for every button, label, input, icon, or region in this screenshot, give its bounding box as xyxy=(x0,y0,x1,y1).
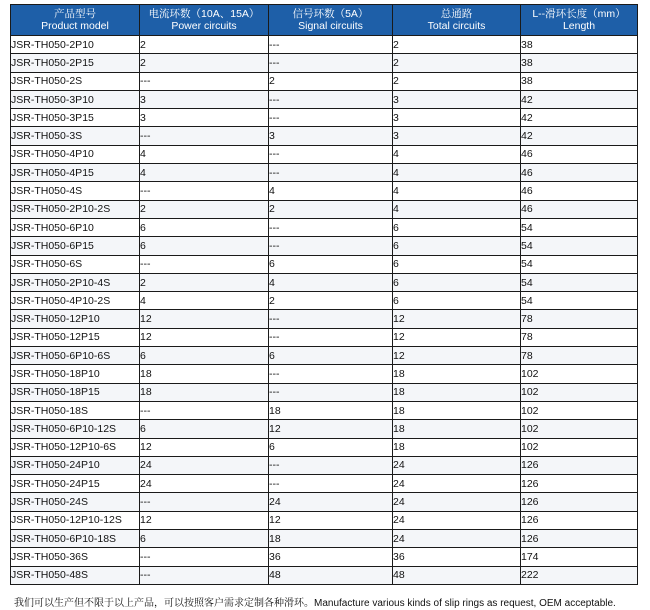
cell-power-circuits: 24 xyxy=(140,475,269,493)
cell-product-model: JSR-TH050-18P15 xyxy=(11,383,140,401)
header-en-label: Product model xyxy=(41,20,109,32)
cell-power-circuits: 24 xyxy=(140,456,269,474)
cell-product-model: JSR-TH050-6S xyxy=(11,255,140,273)
cell-signal-circuits: --- xyxy=(269,54,393,72)
cell-length: 126 xyxy=(521,475,638,493)
footer-note: 我们可以生产但不限于以上产品，可以按照客户需求定制各种滑环。Manufacture various kinds of slip rings as request, OEM acceptable. xyxy=(14,598,616,609)
cell-product-model: JSR-TH050-12P10 xyxy=(11,310,140,328)
table-row xyxy=(11,237,638,255)
header-total-circuits xyxy=(393,5,521,36)
cell-power-circuits: --- xyxy=(140,493,269,511)
cell-product-model: JSR-TH050-6P10-6S xyxy=(11,347,140,365)
cell-power-circuits: 4 xyxy=(140,164,269,182)
cell-signal-circuits: --- xyxy=(269,328,393,346)
cell-signal-circuits: --- xyxy=(269,109,393,127)
cell-total-circuits: 6 xyxy=(393,218,521,236)
cell-product-model: JSR-TH050-24P10 xyxy=(11,456,140,474)
cell-total-circuits: 4 xyxy=(393,200,521,218)
cell-total-circuits: 18 xyxy=(393,420,521,438)
header-zh-label: 电流环数（10A、15A） xyxy=(148,8,260,20)
cell-total-circuits: 6 xyxy=(393,237,521,255)
cell-power-circuits: 4 xyxy=(140,145,269,163)
table-row xyxy=(11,401,638,419)
cell-power-circuits: 3 xyxy=(140,109,269,127)
cell-product-model: JSR-TH050-36S xyxy=(11,548,140,566)
table-row xyxy=(11,310,638,328)
cell-signal-circuits: 2 xyxy=(269,200,393,218)
cell-product-model: JSR-TH050-12P15 xyxy=(11,328,140,346)
cell-signal-circuits: 48 xyxy=(269,566,393,584)
cell-length: 42 xyxy=(521,109,638,127)
cell-length: 174 xyxy=(521,548,638,566)
header-zh-label: 信号环数（5A） xyxy=(292,8,369,20)
cell-total-circuits: 2 xyxy=(393,36,521,54)
cell-product-model: JSR-TH050-3P15 xyxy=(11,109,140,127)
cell-length: 102 xyxy=(521,420,638,438)
cell-total-circuits: 4 xyxy=(393,182,521,200)
cell-power-circuits: 2 xyxy=(140,54,269,72)
cell-product-model: JSR-TH050-12P10-6S xyxy=(11,438,140,456)
cell-length: 126 xyxy=(521,493,638,511)
cell-length: 46 xyxy=(521,164,638,182)
cell-total-circuits: 6 xyxy=(393,255,521,273)
cell-length: 126 xyxy=(521,530,638,548)
table-row xyxy=(11,164,638,182)
cell-total-circuits: 12 xyxy=(393,328,521,346)
table-row xyxy=(11,109,638,127)
cell-product-model: JSR-TH050-6P15 xyxy=(11,237,140,255)
cell-product-model: JSR-TH050-4P10-2S xyxy=(11,292,140,310)
cell-signal-circuits: --- xyxy=(269,164,393,182)
cell-signal-circuits: --- xyxy=(269,383,393,401)
cell-length: 54 xyxy=(521,292,638,310)
header-zh-label: 产品型号 xyxy=(54,8,96,20)
cell-power-circuits: 2 xyxy=(140,36,269,54)
cell-total-circuits: 12 xyxy=(393,347,521,365)
cell-signal-circuits: 4 xyxy=(269,182,393,200)
cell-power-circuits: 12 xyxy=(140,511,269,529)
cell-signal-circuits: 18 xyxy=(269,530,393,548)
cell-total-circuits: 24 xyxy=(393,456,521,474)
cell-product-model: JSR-TH050-2S xyxy=(11,72,140,90)
cell-length: 42 xyxy=(521,127,638,145)
cell-product-model: JSR-TH050-2P10-2S xyxy=(11,200,140,218)
cell-total-circuits: 18 xyxy=(393,401,521,419)
cell-total-circuits: 4 xyxy=(393,164,521,182)
cell-power-circuits: 6 xyxy=(140,530,269,548)
cell-total-circuits: 48 xyxy=(393,566,521,584)
cell-length: 102 xyxy=(521,401,638,419)
cell-power-circuits: 2 xyxy=(140,273,269,291)
cell-power-circuits: 2 xyxy=(140,200,269,218)
cell-power-circuits: 12 xyxy=(140,310,269,328)
cell-product-model: JSR-TH050-18P10 xyxy=(11,365,140,383)
cell-length: 46 xyxy=(521,200,638,218)
cell-total-circuits: 24 xyxy=(393,493,521,511)
table-row xyxy=(11,347,638,365)
cell-power-circuits: --- xyxy=(140,182,269,200)
cell-signal-circuits: 6 xyxy=(269,255,393,273)
cell-total-circuits: 3 xyxy=(393,90,521,108)
cell-signal-circuits: --- xyxy=(269,475,393,493)
cell-product-model: JSR-TH050-24P15 xyxy=(11,475,140,493)
cell-signal-circuits: 12 xyxy=(269,420,393,438)
table-row xyxy=(11,438,638,456)
header-signal-circuits xyxy=(269,5,393,36)
cell-product-model: JSR-TH050-6P10 xyxy=(11,218,140,236)
cell-total-circuits: 4 xyxy=(393,145,521,163)
cell-total-circuits: 18 xyxy=(393,383,521,401)
cell-product-model: JSR-TH050-48S xyxy=(11,566,140,584)
cell-signal-circuits: 3 xyxy=(269,127,393,145)
cell-length: 78 xyxy=(521,328,638,346)
cell-power-circuits: --- xyxy=(140,548,269,566)
cell-power-circuits: --- xyxy=(140,255,269,273)
cell-signal-circuits: 2 xyxy=(269,292,393,310)
cell-product-model: JSR-TH050-2P10 xyxy=(11,36,140,54)
table-row xyxy=(11,255,638,273)
cell-product-model: JSR-TH050-6P10-18S xyxy=(11,530,140,548)
header-en-label: Total circuits xyxy=(427,20,486,32)
cell-power-circuits: --- xyxy=(140,401,269,419)
cell-signal-circuits: --- xyxy=(269,36,393,54)
cell-total-circuits: 3 xyxy=(393,109,521,127)
table-row xyxy=(11,493,638,511)
cell-signal-circuits: 6 xyxy=(269,347,393,365)
cell-product-model: JSR-TH050-3S xyxy=(11,127,140,145)
table-row xyxy=(11,292,638,310)
table-row xyxy=(11,72,638,90)
cell-power-circuits: 3 xyxy=(140,90,269,108)
cell-power-circuits: 6 xyxy=(140,347,269,365)
header-row xyxy=(11,5,638,36)
cell-length: 54 xyxy=(521,218,638,236)
cell-total-circuits: 3 xyxy=(393,127,521,145)
cell-total-circuits: 24 xyxy=(393,530,521,548)
spec-table-wrapper xyxy=(10,4,637,585)
header-length xyxy=(521,5,638,36)
cell-signal-circuits: 18 xyxy=(269,401,393,419)
cell-signal-circuits: 24 xyxy=(269,493,393,511)
table-row xyxy=(11,200,638,218)
cell-power-circuits: 6 xyxy=(140,237,269,255)
table-row xyxy=(11,530,638,548)
table-row xyxy=(11,548,638,566)
cell-power-circuits: 18 xyxy=(140,365,269,383)
cell-signal-circuits: --- xyxy=(269,90,393,108)
cell-signal-circuits: --- xyxy=(269,218,393,236)
cell-length: 38 xyxy=(521,36,638,54)
table-row xyxy=(11,54,638,72)
cell-length: 102 xyxy=(521,383,638,401)
cell-signal-circuits: 12 xyxy=(269,511,393,529)
cell-total-circuits: 2 xyxy=(393,54,521,72)
cell-signal-circuits: 6 xyxy=(269,438,393,456)
cell-product-model: JSR-TH050-4S xyxy=(11,182,140,200)
cell-total-circuits: 12 xyxy=(393,310,521,328)
cell-signal-circuits: --- xyxy=(269,365,393,383)
cell-length: 78 xyxy=(521,310,638,328)
header-en-label: Signal circuits xyxy=(298,20,363,32)
cell-length: 46 xyxy=(521,182,638,200)
header-product-model xyxy=(11,5,140,36)
cell-length: 46 xyxy=(521,145,638,163)
cell-length: 126 xyxy=(521,456,638,474)
cell-signal-circuits: 2 xyxy=(269,72,393,90)
cell-product-model: JSR-TH050-2P10-4S xyxy=(11,273,140,291)
header-power-circuits xyxy=(140,5,269,36)
cell-power-circuits: 12 xyxy=(140,438,269,456)
cell-product-model: JSR-TH050-6P10-12S xyxy=(11,420,140,438)
cell-power-circuits: 6 xyxy=(140,218,269,236)
table-row xyxy=(11,475,638,493)
table-row xyxy=(11,365,638,383)
cell-product-model: JSR-TH050-18S xyxy=(11,401,140,419)
cell-power-circuits: --- xyxy=(140,72,269,90)
cell-length: 102 xyxy=(521,365,638,383)
table-row xyxy=(11,328,638,346)
cell-product-model: JSR-TH050-12P10-12S xyxy=(11,511,140,529)
cell-length: 78 xyxy=(521,347,638,365)
cell-length: 222 xyxy=(521,566,638,584)
cell-signal-circuits: 4 xyxy=(269,273,393,291)
table-row xyxy=(11,420,638,438)
table-body xyxy=(11,36,638,585)
table-row xyxy=(11,456,638,474)
cell-power-circuits: 18 xyxy=(140,383,269,401)
cell-power-circuits: --- xyxy=(140,566,269,584)
table-row xyxy=(11,273,638,291)
table-row xyxy=(11,511,638,529)
cell-length: 54 xyxy=(521,273,638,291)
cell-length: 54 xyxy=(521,255,638,273)
cell-signal-circuits: --- xyxy=(269,310,393,328)
cell-product-model: JSR-TH050-4P10 xyxy=(11,145,140,163)
cell-total-circuits: 24 xyxy=(393,475,521,493)
cell-total-circuits: 6 xyxy=(393,292,521,310)
cell-signal-circuits: --- xyxy=(269,237,393,255)
cell-power-circuits: 6 xyxy=(140,420,269,438)
table-row xyxy=(11,218,638,236)
header-en-label: Length xyxy=(562,20,596,32)
cell-power-circuits: 12 xyxy=(140,328,269,346)
cell-total-circuits: 24 xyxy=(393,511,521,529)
cell-power-circuits: 4 xyxy=(140,292,269,310)
cell-total-circuits: 2 xyxy=(393,72,521,90)
cell-power-circuits: --- xyxy=(140,127,269,145)
cell-length: 42 xyxy=(521,90,638,108)
table-row xyxy=(11,36,638,54)
cell-total-circuits: 6 xyxy=(393,273,521,291)
cell-length: 102 xyxy=(521,438,638,456)
cell-signal-circuits: 36 xyxy=(269,548,393,566)
header-en-label: Power circuits xyxy=(171,20,237,32)
cell-product-model: JSR-TH050-24S xyxy=(11,493,140,511)
cell-total-circuits: 36 xyxy=(393,548,521,566)
header-zh-label: L--滑环长度（mm） xyxy=(532,8,626,20)
cell-signal-circuits: --- xyxy=(269,456,393,474)
spec-table xyxy=(10,4,638,585)
cell-signal-circuits: --- xyxy=(269,145,393,163)
table-row xyxy=(11,566,638,584)
cell-length: 126 xyxy=(521,511,638,529)
table-row xyxy=(11,127,638,145)
cell-total-circuits: 18 xyxy=(393,438,521,456)
cell-product-model: JSR-TH050-2P15 xyxy=(11,54,140,72)
table-row xyxy=(11,145,638,163)
cell-product-model: JSR-TH050-4P15 xyxy=(11,164,140,182)
table-header xyxy=(11,5,638,36)
cell-product-model: JSR-TH050-3P10 xyxy=(11,90,140,108)
cell-length: 38 xyxy=(521,72,638,90)
table-row xyxy=(11,90,638,108)
header-zh-label: 总通路 xyxy=(440,8,473,20)
table-row xyxy=(11,383,638,401)
cell-length: 54 xyxy=(521,237,638,255)
table-row xyxy=(11,182,638,200)
cell-total-circuits: 18 xyxy=(393,365,521,383)
cell-length: 38 xyxy=(521,54,638,72)
